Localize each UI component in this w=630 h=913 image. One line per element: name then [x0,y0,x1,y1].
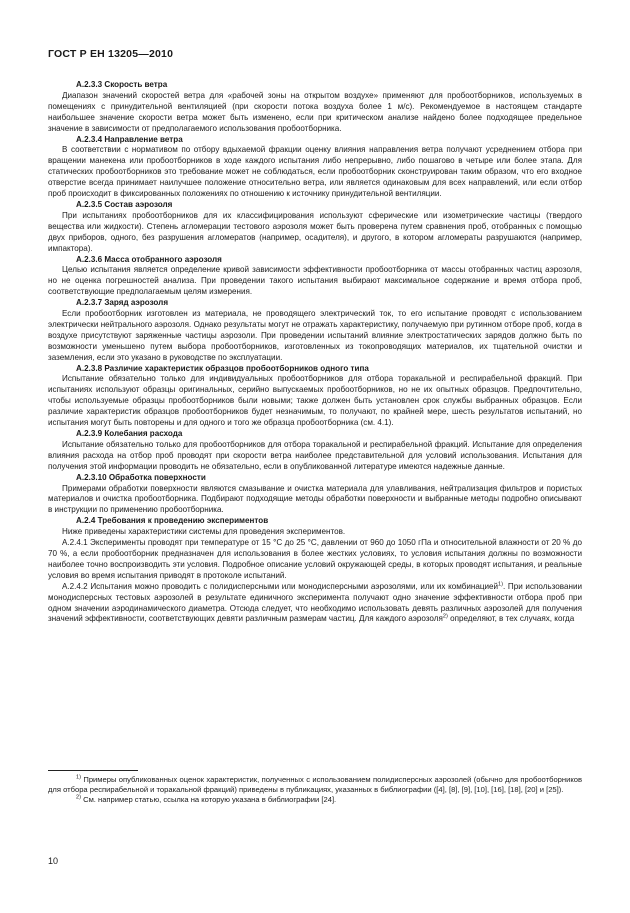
section-heading: А.2.3.3 Скорость ветра [76,80,168,89]
section-paragraph: А.2.4.1 Эксперименты проводят при температуре от 15 °С до 25 °С, давлении от 960 до 1050 гПа и относительной влажности от 20 % до 70 %, а если пробоотборник предназначен для использования в более жестких условиях, то условия испытания должны по возможности наиболее точно воспроизводить эти условия. Подробное описание условий окружающей среды, в которых проводят испытания, и реальные условия во время испытания приводят в протоколе испытаний. [48,538,582,580]
section-paragraph: Если пробоотборник изготовлен из материала, не проводящего электрический ток, то его испытание проводят с использованием электрически нейтрального аэрозоля. Однако результаты могут не отражать характеристику, получаемую при рутинном отборе проб, когда в воздухе присутствуют заряженные частицы аэрозоли. При проведении испытаний влияние электростатических зарядов должно быть по возможности уменьшено путем выбора пробоотборников, изготовленных из токопроводящих материалов, их тщательной очистки и заземления, если это указано в руководстве по эксплуатации. [48,309,582,362]
section-paragraph: В соответствии с нормативом по отбору вдыхаемой фракции оценку влияния направления ветра получают усреднением отбора при вращении манекена или пробоотборников в ходе каждого испытания либо непрерывно, либо пошагово в четыре или более этапа. Для статических пробоотборников это требование может не соблюдаться, если пробоотборник сконструирован таким образом, что его входное отверстие всегда принимает наилучшее положение относительно ветра, или является одинаковым для всех направлений, или если отбор проб происходит в фиксированных положениях по отношению к источнику принудительной вентиляции. [48,145,582,199]
section-heading: А.2.4 Требования к проведению экспериментов [76,516,269,526]
section-heading: А.2.3.4 Направление ветра [76,134,183,144]
footnote-2 [48,795,582,805]
section-heading: А.2.3.6 Масса отобранного аэрозоля [76,254,222,264]
sections-container [48,80,582,582]
section-paragraph: Испытание обязательно только для пробоотборников для отбора торакальной и респирабельной фракций. Испытание для определения влияния расхода на отбор проб проводят при скорости ветра наиболее представительной для условий использования. Испытания для получения этой информации проводить не обязательно, если в опубликованной литературе имеются надежные данные. [48,439,582,471]
footnote-marker: 1) [76,774,81,781]
section-paragraph: Примерами обработки поверхности являются смазывание и очистка материала для улавливания, нейтрализация фильтров и пористых материалов и очистка пробоотборника. Подбирают подходящие методы обработки поверхности и выбранные методы подробно описывают в инструкции по применению пробоотборника. [48,483,582,515]
paragraph-a242 [48,582,582,626]
footnote-divider [48,770,138,771]
footnote-marker: 2) [76,794,81,801]
footnote-ref: 1) [498,581,503,587]
section-heading: А.2.3.10 Обработка поверхности [76,472,206,482]
section-heading: А.2.3.8 Различие характеристик образцов пробоотборников одного типа [76,363,369,373]
section-paragraph: Целью испытания является определение кривой зависимости эффективности пробоотборника от массы отобранных частиц аэрозоля, но не оценка погрешностей анализа. При проведении такого испытания выбирают максимальное содержание и время отбора проб, соответствующие предполагаемым целям измерения. [48,265,582,297]
section-paragraph: Ниже приведены характеристики системы для проведения экспериментов. [62,527,346,537]
footnote-1 [48,775,582,795]
section-heading: А.2.3.9 Колебания расхода [76,429,183,438]
paragraph-text: . При использовании монодисперсных тестовых аэрозолей в результате единичного эксперимента получают одно значение эффективности отбора проб при одном значении аэродинамического диаметра. Отсюда следует, что необходимо использовать девять различных аэрозолей для получения значений эффективности, соответствующих девяти различным размерам частиц. Для каждого аэрозоля [48,581,582,624]
section-paragraph: При испытаниях пробоотборников для их классифицирования используют сферические или изометрические частицы (твердого вещества или жидкости). Степень агломерации тестового аэрозоля может быть проверена путем сравнения проб, отобранных с помощью двух приборов, одного, без разрушения агломератов (например, осадителя), и другого, в котором агломераты разрушаются (например, импактора). [48,210,582,253]
section-heading: А.2.3.7 Заряд аэрозоля [76,298,169,308]
section-paragraph: Испытание обязательно только для индивидуальных пробоотборников для отбора торакальной и респирабельной фракций. При испытаниях используют образцы оригинальных, серийно выпускаемых пробоотборников, но не их опытных образцов. Предпочтительно, чтобы используемые образцы пробоотборников были новыми; также должен быть установлен срок службы выбранных образцов. Если различие характеристик образцов пробоотборников будет незначимым, то получают, по крайней мере, шесть результатов испытаний, но испытания могут быть повторены и для одного и того же образца пробоотборника (см. 4.1). [48,374,582,428]
paragraph-text: определяют, в тех случаях, когда [447,614,575,624]
footnote-text: См. например статью, ссылка на которую указана в библиографии [24]. [80,795,337,805]
footnote-text: Примеры опубликованных оценок характеристик, полученных с использованием полидисперсных аэрозолей (обычно для пробоотборников для отбора респирабельной и торакальной фракций) приведены в публикациях, указанных в библиографии ([4], [8], [9], [10], [16], [18], [20] и [25]). [48,775,582,795]
document-header: ГОСТ Р ЕН 13205—2010 [48,48,174,60]
document-body [48,80,582,625]
footnotes [48,775,582,806]
section-paragraph: Диапазон значений скоростей ветра для «рабочей зоны на открытом воздухе» применяют для пробоотборников, используемых в помещениях с принудительной вентиляцией (при скорости потока воздуха более 1 м/с). Рекомендуемое в настоящем стандарте наибольшее значение скорости ветра может быть изменено, если при критическом анализе найдено более подходящее предельное значение в зависимости от предполагаемого использования пробоотборника. [48,90,582,133]
page-number: 10 [48,856,59,866]
paragraph-text: А.2.4.2 Испытания можно проводить с полидисперсными или монодисперсными аэрозолями, или их комбинацией [62,581,499,591]
footnote-ref: 2) [442,613,448,620]
section-heading: А.2.3.5 Состав аэрозоля [76,199,173,209]
